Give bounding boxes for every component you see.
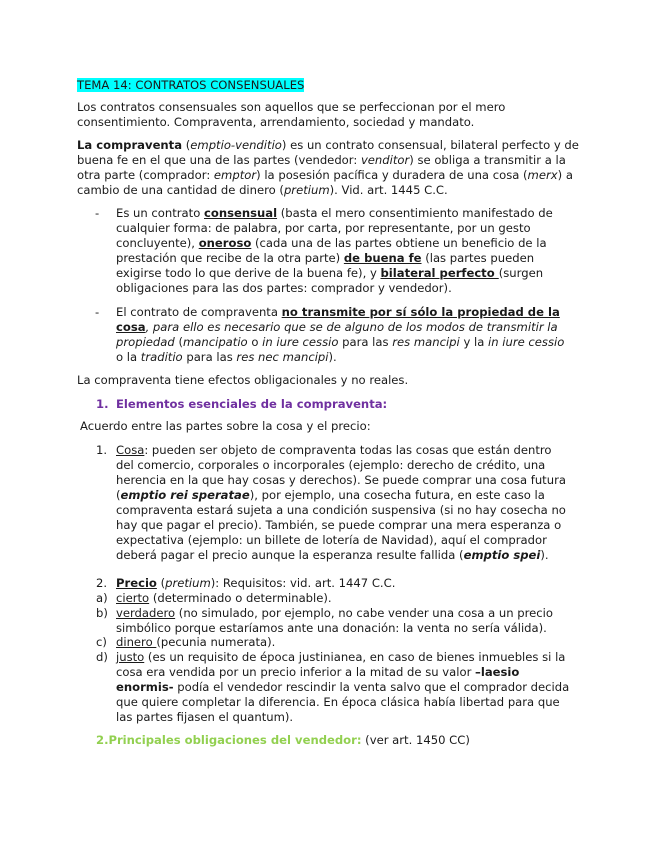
agreement-paragraph: Acuerdo entre las partes sobre la cosa y el precio: <box>80 419 371 433</box>
subitem-b-letter: b) <box>96 606 108 620</box>
text: bilateral perfecto <box>380 266 499 280</box>
text: 2.Principales obligaciones del vendedor: <box>96 733 362 747</box>
subitem-d-letter: d) <box>96 650 108 664</box>
subitem-verdadero <box>116 606 571 636</box>
item-1-number: 1. <box>96 443 108 457</box>
text: (las partes pueden exigirse todo lo que derive de la buena fe), y <box>116 251 535 280</box>
page-title: TEMA 14: CONTRATOS CONSENSUALES <box>77 78 305 92</box>
text: emptor <box>213 168 257 182</box>
text: merx <box>527 168 558 182</box>
text: o la <box>116 350 141 364</box>
subitem-cierto <box>116 591 571 606</box>
text: pretium <box>165 576 211 590</box>
text: ( <box>182 138 191 152</box>
text: ) la posesión pacífica y duradera de una cosa ( <box>256 168 528 182</box>
item-precio <box>116 576 571 591</box>
section-2-heading <box>96 733 576 748</box>
text: de buena fe <box>343 251 422 265</box>
text: El contrato de compraventa <box>116 305 282 319</box>
text: ) a cambio de una cantidad de dinero ( <box>77 168 573 197</box>
text: ). <box>328 350 337 364</box>
text: (es un requisito de época justinianea, en caso de bienes inmuebles si la cosa era vendida por un precio inferior a la mitad de su valor <box>116 650 566 679</box>
text: (basta el mero consentimiento manifestado de cualquier forma: de palabra, por carta, por representante, por un gesto concluyente), <box>116 206 553 250</box>
text: Cosa <box>116 443 145 457</box>
bullet-contract-types <box>116 206 566 296</box>
bullet-dash: - <box>95 305 100 319</box>
bullet-dash: - <box>95 206 100 220</box>
text: venditor <box>360 153 410 167</box>
text: (surgen obligaciones para las dos partes: comprador y vendedor). <box>116 266 544 295</box>
text: (pecunia numerata). <box>156 635 276 649</box>
text: ): Requisitos: vid. art. 1447 C.C. <box>210 576 396 590</box>
subitem-a-letter: a) <box>96 591 108 605</box>
text: emptio spei <box>463 548 541 562</box>
text: : pueden ser objeto de compraventa todas las cosas que están dentro del comercio, corporales o incorporales (ejemplo: derecho de crédito, una herencia en la que hay cosas y derechos). Se puede comprar una cosa futura ( <box>116 443 566 502</box>
title-paragraph <box>77 78 582 93</box>
text: para las <box>338 335 393 349</box>
text: Precio <box>116 576 157 590</box>
text: cierto <box>116 591 150 605</box>
text: justo <box>116 650 145 664</box>
bullet-property-transfer <box>116 305 574 365</box>
text: traditio <box>140 350 183 364</box>
text: Es un contrato <box>116 206 204 220</box>
item-cosa <box>116 443 571 563</box>
text: ) es un contrato consensual, bilateral perfecto y de buena fe en el que una de las partes (vendedor: <box>77 138 579 167</box>
text: (no simulado, por ejemplo, no cabe vender una cosa a un precio simbólico porque estaríamos ante una donación: la venta no sería válida). <box>116 606 553 635</box>
text: o <box>247 335 263 349</box>
text: consensual <box>204 206 278 220</box>
text: in iure cessio <box>488 335 565 349</box>
text: res nec mancipi <box>236 350 329 364</box>
definition-paragraph <box>77 138 582 198</box>
text: emptio-venditio <box>190 138 282 152</box>
text: verdadero <box>116 606 176 620</box>
text: –laesio enormis- <box>116 665 520 694</box>
text: ). Vid. art. 1445 C.C. <box>329 183 448 197</box>
text: no transmite por sí sólo la propiedad de la cosa <box>116 305 560 334</box>
text: podía el vendedor rescindir la venta salvo que el comprador decida que quiere completar la diferencia. En época clásica había libertad para que las partes fijasen el quantum). <box>116 680 570 724</box>
text: pretium <box>283 183 330 197</box>
intro-paragraph: Los contratos consensuales son aquellos que se perfeccionan por el mero consentimiento. Compraventa, arrendamiento, sociedad y mandato. <box>77 100 506 129</box>
text: y la <box>459 335 489 349</box>
text: ( <box>174 335 183 349</box>
effects-paragraph: La compraventa tiene efectos obligacionales y no reales. <box>77 373 409 387</box>
text: mancipatio <box>182 335 248 349</box>
text: ). <box>540 548 549 562</box>
text: , para ello es necesario que se de alguno de los modos de transmitir la propiedad <box>116 320 558 349</box>
text: (cada una de las partes obtiene un beneficio de la prestación que recibe de la otra parte) <box>116 236 547 265</box>
subitem-c-letter: c) <box>96 635 107 649</box>
section-1-number: 1. <box>96 397 109 411</box>
definition-term: La compraventa <box>77 138 183 152</box>
subitem-justo <box>116 650 576 725</box>
text: emptio rei speratae <box>120 488 250 502</box>
text: (determinado o determinable). <box>149 591 332 605</box>
item-2-number: 2. <box>96 576 108 590</box>
text: (ver art. 1450 CC) <box>361 733 470 747</box>
text: ( <box>156 576 166 590</box>
text: para las <box>182 350 237 364</box>
subitem-dinero <box>116 635 571 650</box>
text: dinero <box>116 635 157 649</box>
text: in iure cessio <box>262 335 339 349</box>
text: res mancipi <box>392 335 460 349</box>
section-1-heading: Elementos esenciales de la compraventa: <box>116 397 388 411</box>
text: oneroso <box>198 236 252 250</box>
text: ), por ejemplo, una cosecha futura, en este caso la compraventa estará sujeta a una condición suspensiva (si no hay cosecha no hay que pagar el precio). También, se puede comprar una mera esperanza o expectativa (ejemplo: un billete de lotería de Navidad), aquí el comprador deberá pagar el precio aunque la esperanza resulte fallida ( <box>116 488 566 562</box>
text: ) se obliga a transmitir a la otra parte (comprador: <box>77 153 566 182</box>
